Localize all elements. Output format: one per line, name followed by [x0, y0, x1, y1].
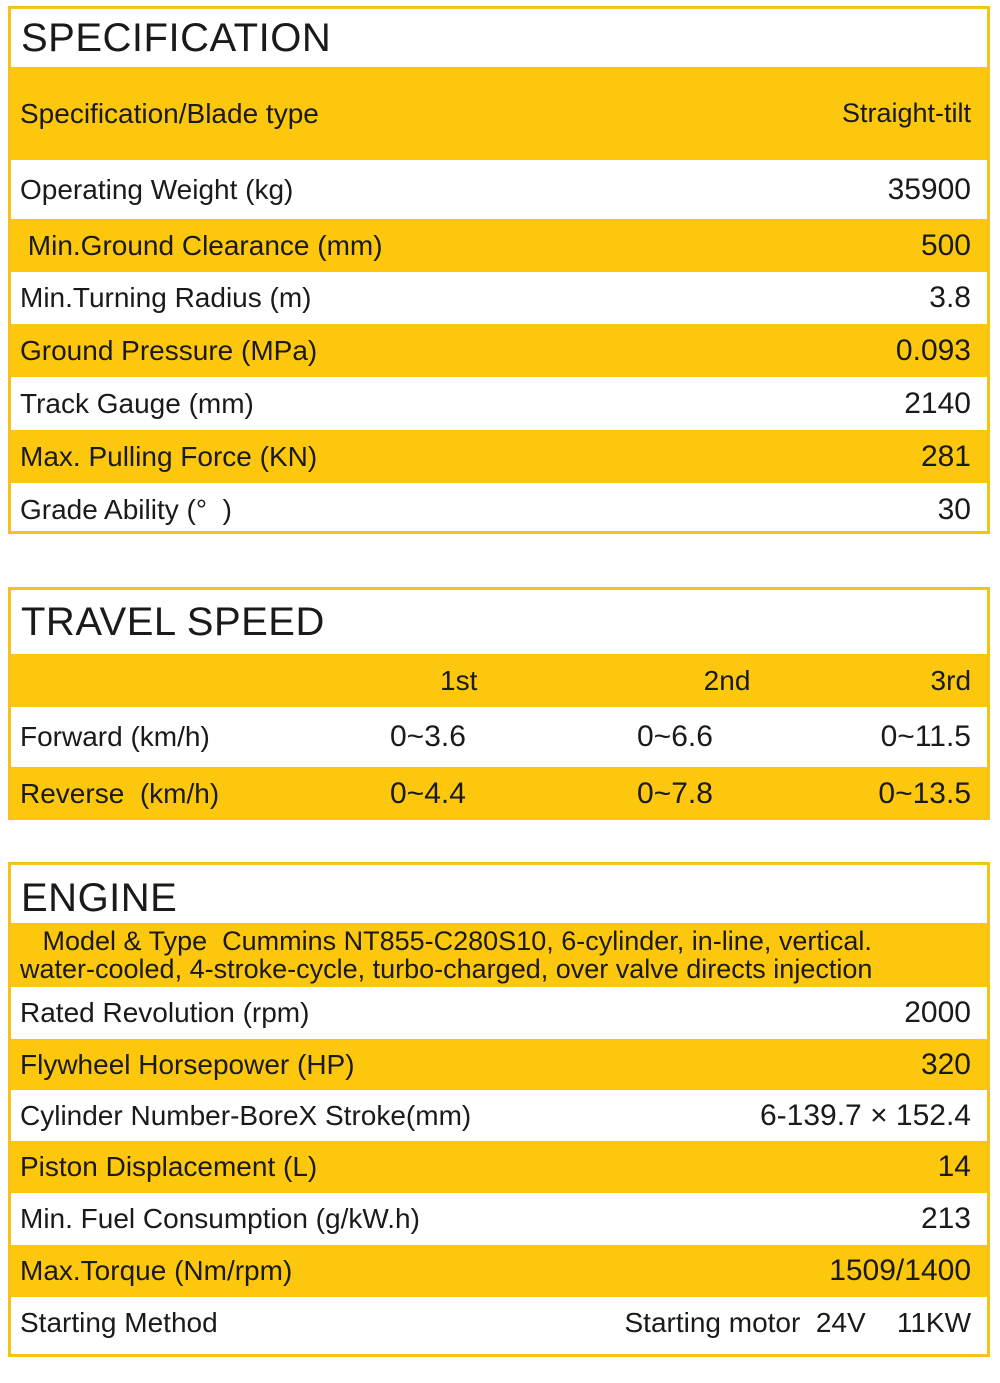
engine-row: Flywheel Horsepower (HP) 320 [11, 1039, 987, 1090]
travel-row-forward: Forward (km/h) 0~3.6 0~6.6 0~11.5 [20, 720, 971, 753]
engine-title: ENGINE [21, 875, 178, 920]
engine-row: Cylinder Number-BoreX Stroke(mm) 6-139.7 × 152.4 [20, 1098, 971, 1132]
spec-row: Min.Ground Clearance (mm) 500 [11, 219, 987, 272]
travel-gear-header-row [11, 654, 987, 707]
spec-row: Max. Pulling Force (KN) 281 [11, 430, 987, 483]
engine-row: Max.Torque (Nm/rpm) 1509/1400 [11, 1245, 987, 1297]
engine-row: Piston Displacement (L) 14 [11, 1141, 987, 1193]
spec-header-row [11, 67, 987, 160]
engine-row: Starting Method Starting motor 24V 11KW [20, 1307, 971, 1338]
spec-header-label: Specification/Blade type [20, 97, 319, 129]
spec-row: Grade Ability (° ) 30 [20, 492, 971, 526]
gear-label: 1st [440, 664, 478, 696]
engine-row: Min. Fuel Consumption (g/kW.h) 213 [20, 1202, 971, 1235]
spec-row: Ground Pressure (MPa) 0.093 [11, 324, 987, 377]
spec-row: Track Gauge (mm) 2140 [20, 386, 971, 420]
gear-label: 3rd [930, 664, 972, 696]
engine-panel [8, 862, 990, 1357]
spec-row: Operating Weight (kg) 35900 [20, 172, 971, 206]
travel-speed-panel [8, 587, 990, 820]
gear-label: 2nd [703, 664, 751, 696]
specification-title: SPECIFICATION [21, 15, 332, 60]
engine-model-description: Model & Type Cummins NT855-C280S10, 6-cylinder, in-line, vertical. water-cooled, 4-stroke-cycle, turbo-charged, over valve directs injection [11, 923, 987, 987]
engine-row: Rated Revolution (rpm) 2000 [20, 996, 971, 1029]
spec-row: Min.Turning Radius (m) 3.8 [20, 281, 971, 314]
travel-row-reverse: Reverse (km/h) 0~4.4 0~7.8 0~13.5 [11, 767, 987, 820]
specification-panel [8, 6, 990, 534]
travel-speed-title: TRAVEL SPEED [21, 599, 325, 644]
spec-header-value: Straight-tilt [841, 98, 971, 128]
